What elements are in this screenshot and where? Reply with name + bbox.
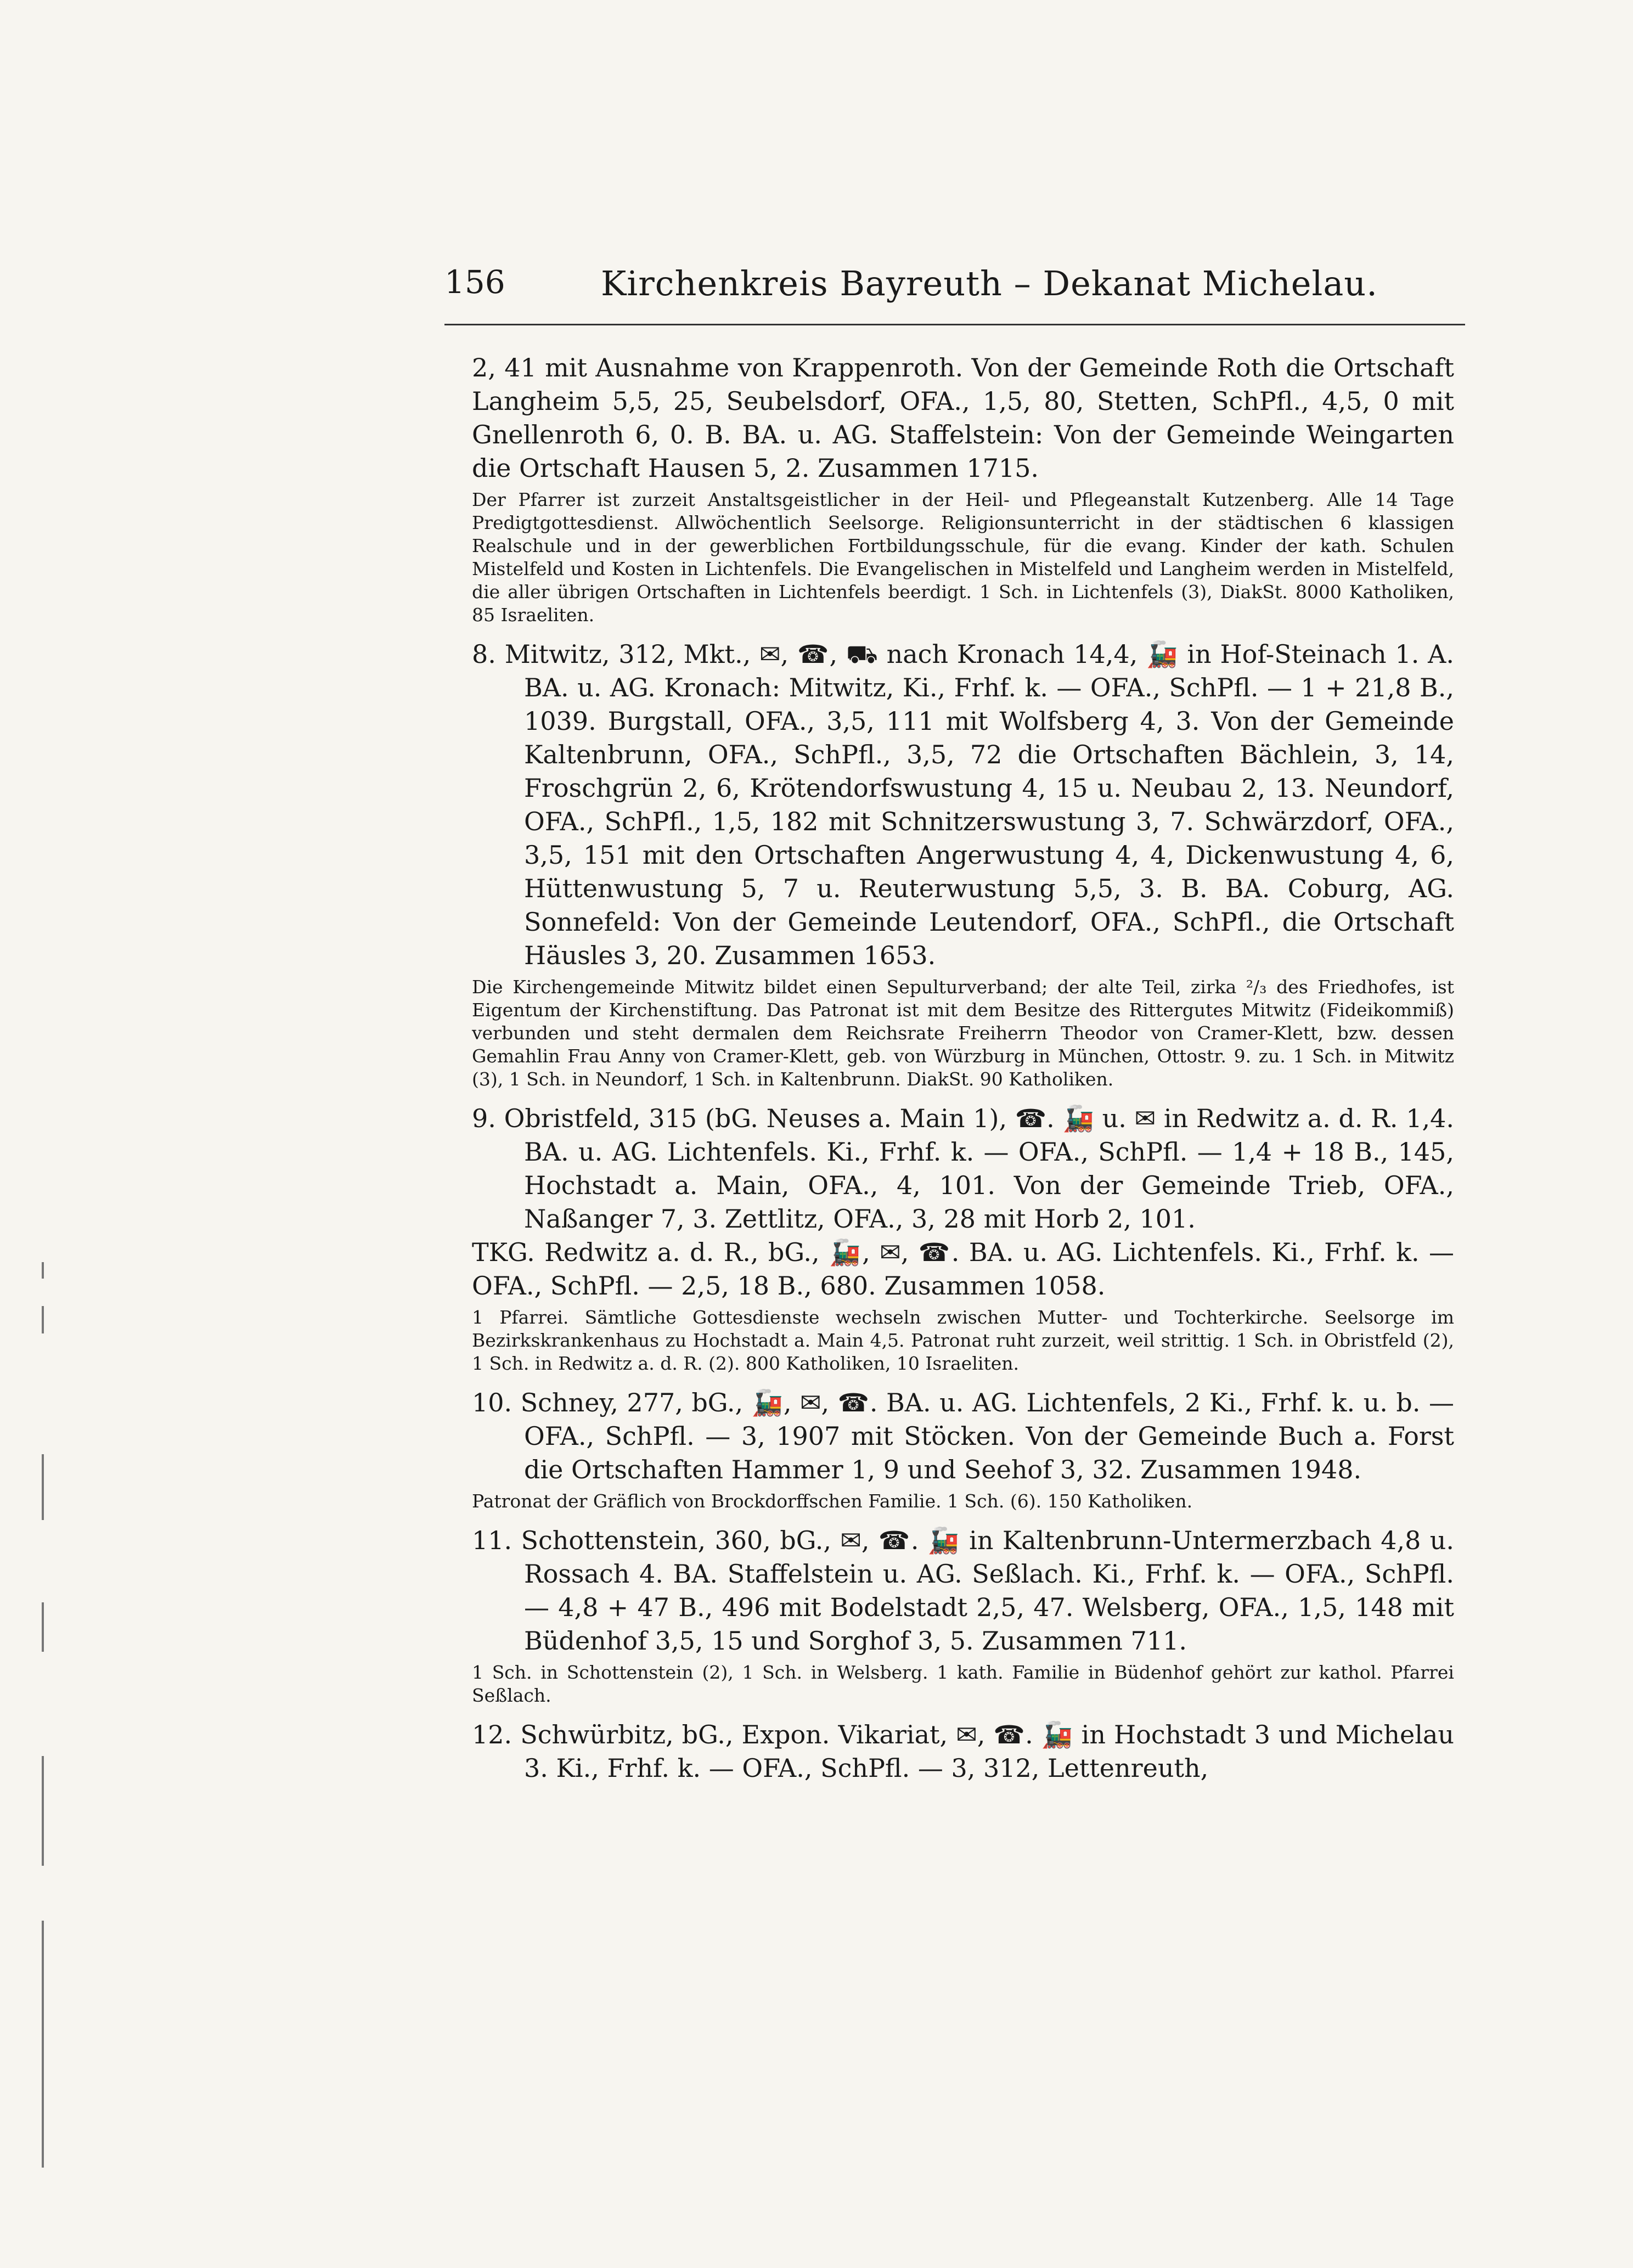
margin-tick — [42, 1262, 44, 1279]
page-number: 156 — [444, 263, 505, 301]
note-obristfeld: 1 Pfarrei. Sämtliche Gottesdienste wechseln zwischen Mutter- und Tochterkirche. Seelsorge im Bezirkskrankenhaus zu Hochstadt a. Main 4,5. Patronat ruht zurzeit, weil strittig. 1 Sch. in Obristfeld (2), 1 Sch. in Redwitz a. d. R. (2). 800 Katholiken, 10 Israeliten. — [472, 1307, 1454, 1374]
margin-tick — [42, 1921, 44, 2168]
margin-tick — [42, 1306, 44, 1333]
scan-margin-marks — [33, 1262, 55, 2168]
running-header — [444, 263, 1465, 324]
entry-mitwitz: 8. Mitwitz, 312, Mkt., ✉, ☎, ⛟ nach Kronach 14,4, 🚂 in Hof-Steinach 1. A. BA. u. AG. Kronach: Mitwitz, Ki., Frhf. k. — OFA., SchPfl. — 1 + 21,8 B., 1039. Burgstall, OFA., 3,5, 111 mit Wolfsberg 4, 3. Von der Gemeinde Kaltenbrunn, OFA., SchPfl., 3,5, 72 die Ortschaften Bächlein, 3, 14, Froschgrün 2, 6, Krötendorfswustung 4, 15 u. Neubau 2, 13. Neundorf, OFA., SchPfl., 1,5, 182 mit Schnitzerswustung 3, 7. Schwärzdorf, OFA., 3,5, 151 mit den Ortschaften Angerwustung 4, 4, Dickenwustung 4, 6, Hüttenwustung 5, 7 u. Reuterwustung 5,5, 3. B. BA. Coburg, AG. Sonnefeld: Von der Gemeinde Leutendorf, OFA., SchPfl., die Ortschaft Häusles 3, 20. Zusammen 1653. — [472, 639, 1454, 970]
page-body — [472, 351, 1454, 1785]
entry-tkg-redwitz: TKG. Redwitz a. d. R., bG., 🚂, ✉, ☎. BA. u. AG. Lichtenfels. Ki., Frhf. k. — OFA., SchPfl. — 2,5, 18 B., 680. Zusammen 1058. — [472, 1237, 1454, 1301]
margin-tick — [42, 1756, 44, 1866]
margin-tick — [42, 1454, 44, 1520]
entry-schottenstein: 11. Schottenstein, 360, bG., ✉, ☎. 🚂 in Kaltenbrunn-Untermerzbach 4,8 u. Rossach 4. BA. Staffelstein u. AG. Seßlach. Ki., Frhf. k. — OFA., SchPfl. — 4,8 + 47 B., 496 mit Bodelstadt 2,5, 47. Welsberg, OFA., 1,5, 148 mit Büdenhof 3,5, 15 und Sorghof 3, 5. Zusammen 711. — [472, 1526, 1454, 1656]
page-title: Kirchenkreis Bayreuth – Dekanat Michelau. — [601, 263, 1378, 303]
entry-schney: 10. Schney, 277, bG., 🚂, ✉, ☎. BA. u. AG. Lichtenfels, 2 Ki., Frhf. k. u. b. — OFA., SchPfl. — 3, 1907 mit Stöcken. Von der Gemeinde Buch a. Forst die Ortschaften Hammer 1, 9 und Seehof 3, 32. Zusammen 1948. — [472, 1388, 1454, 1484]
entry-schwuerbitz: 12. Schwürbitz, bG., Expon. Vikariat, ✉, ☎. 🚂 in Hochstadt 3 und Michelau 3. Ki., Frhf. k. — OFA., SchPfl. — 3, 312, Lettenreuth, — [472, 1720, 1454, 1783]
entry-obristfeld: 9. Obristfeld, 315 (bG. Neuses a. Main 1), ☎. 🚂 u. ✉ in Redwitz a. d. R. 1,4. BA. u. AG. Lichtenfels. Ki., Frhf. k. — OFA., SchPfl. — 1,4 + 18 B., 145, Hochstadt a. Main, OFA., 4, 101. Von der Gemeinde Trieb, OFA., Naßanger 7, 3. Zettlitz, OFA., 3, 28 mit Horb 2, 101. — [472, 1104, 1454, 1234]
note-mitwitz: Die Kirchengemeinde Mitwitz bildet einen Sepulturverband; der alte Teil, zirka ²/₃ des Friedhofes, ist Eigentum der Kirchenstiftung. Das Patronat ist mit dem Besitze des Rittergutes Mitwitz (Fideikommiß) verbunden und steht dermalen dem Reichsrate Freiherrn Theodor von Cramer-Klett, bzw. dessen Gemahlin Frau Anny von Cramer-Klett, geb. von Würzburg in München, Ottostr. 9. zu. 1 Sch. in Mitwitz (3), 1 Sch. in Neundorf, 1 Sch. in Kaltenbrunn. DiakSt. 90 Katholiken. — [472, 976, 1454, 1090]
note-langheim: Der Pfarrer ist zurzeit Anstaltsgeistlicher in der Heil- und Pflegeanstalt Kutzenberg. Alle 14 Tage Predigtgottesdienst. Allwöchentlich Seelsorge. Religionsunterricht in der städtischen 6 klassigen Realschule und in der gewerblichen Fortbildungsschule, für die evang. Kinder der kath. Schulen Mistelfeld und Kosten in Lichtenfels. Die Evangelischen in Mistelfeld und Langheim werden in Mistelfeld, die aller übrigen Ortschaften in Lichtenfels beerdigt. 1 Sch. in Lichtenfels (3), DiakSt. 8000 Katholiken, 85 Israeliten. — [472, 489, 1454, 626]
note-schottenstein: 1 Sch. in Schottenstein (2), 1 Sch. in Welsberg. 1 kath. Familie in Büdenhof gehört zur kathol. Pfarrei Seßlach. — [472, 1662, 1454, 1706]
note-schney: Patronat der Gräflich von Brockdorffschen Familie. 1 Sch. (6). 150 Katholiken. — [472, 1490, 1193, 1512]
paragraph-continuation: 2, 41 mit Ausnahme von Krappenroth. Von der Gemeinde Roth die Ortschaft Langheim 5,5, 25, Seubelsdorf, OFA., 1,5, 80, Stetten, SchPfl., 4,5, 0 mit Gnellenroth 6, 0. B. BA. u. AG. Staffelstein: Von der Gemeinde Weingarten die Ortschaft Hausen 5, 2. Zusammen 1715. — [472, 353, 1454, 483]
header-rule — [444, 324, 1465, 325]
margin-tick — [42, 1602, 44, 1652]
